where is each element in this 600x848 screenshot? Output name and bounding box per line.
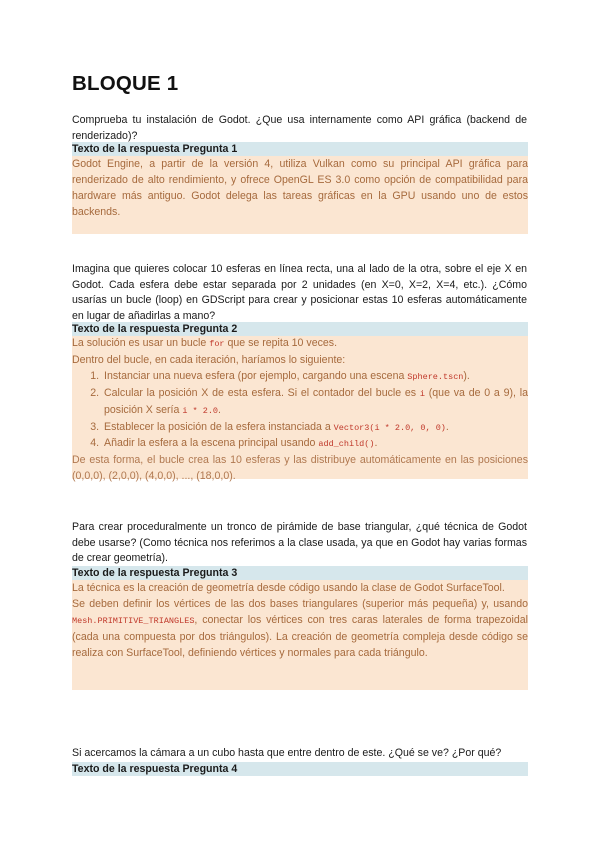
question-3-text: Para crear proceduralmente un tronco de pirámide de base triangular, ¿qué técnica de Godot debe usarse? (Como técnica nos referimos a la clase usada, ya que en Godot hay varias formas de crear geometría). [72, 521, 527, 564]
answer-1-text: Godot Engine, a partir de la versión 4, utiliza Vulkan como su principal API gráfica para renderizado de alto rendimiento, y ofrece OpenGL ES 3.0 como opción de compatibilidad para hardware más antiguo. Godot delega las tareas gráficas en la GPU usando uno de estos backends. [72, 158, 528, 218]
answer-1-label: Texto de la respuesta Pregunta 1 [72, 142, 528, 156]
answer-4-label: Texto de la respuesta Pregunta 4 [72, 762, 528, 776]
section-heading: BLOQUE 1 [72, 72, 179, 95]
answer-2-step-3: 3. Establecer la posición de la esfera instanciada a Vector3(i * 2.0, 0, 0). [102, 420, 528, 437]
code-for: for [209, 339, 225, 349]
answer-2-step-2: 2. Calcular la posición X de esta esfera. Si el contador del bucle es i (que va de 0 a 9), la posición X sería i * 2.0. [102, 386, 528, 420]
answer-2-intro: La solución es usar un bucle for que se repita 10 veces. [72, 337, 338, 349]
answer-2-outro: De esta forma, el bucle crea las 10 esferas y las distribuye automáticamente en las posiciones (0,0,0), (2,0,0), (4,0,0), ..., (18,0,0). [72, 454, 528, 483]
answer-1-box[interactable] [72, 156, 528, 234]
answer-2-step-4: 4. Añadir la esfera a la escena principal usando add_child(). [102, 436, 528, 453]
question-4-text: Si acercamos la cámara a un cubo hasta que entre dentro de este. ¿Qué se ve? ¿Por qué? [72, 747, 502, 759]
question-2-text: Imagina que quieres colocar 10 esferas en línea recta, una al lado de la otra, sobre el eje X en Godot. Cada esfera debe estar separada por 2 unidades (en X=0, X=2, X=4, etc.). ¿Cómo usarías un bucle (loop) en GDScript para crear y posicionar estas 10 esferas automáticamente en lugar de añadirlas a mano? [72, 263, 527, 322]
answer-2-loop-line: Dentro del bucle, en cada iteración, haríamos lo siguiente: [72, 353, 346, 366]
answer-3-paragraph-1: La técnica es la creación de geometría desde código usando la clase de Godot SurfaceTool. [72, 582, 505, 594]
answer-3-paragraph-2: Se deben definir los vértices de las dos bases triangulares (superior más pequeña) y, usando Mesh.PRIMITIVE_TRIANGLES, conectar los vértices con tres caras laterales de forma trapezoidal (cada una compuesta por dos triángulos). La creación de geometría compleja desde código se realiza con SurfaceTool, definiendo vértices y normales para cada triángulo. [72, 597, 528, 659]
answer-2-step-1: 1. Instanciar una nueva esfera (por ejemplo, cargando una escena Sphere.tscn). [102, 369, 528, 386]
answer-2-box[interactable] [72, 336, 528, 483]
answer-2-label: Texto de la respuesta Pregunta 2 [72, 322, 528, 336]
question-1-text: Comprueba tu instalación de Godot. ¿Que usa internamente como API gráfica (backend de renderizado)? [72, 114, 527, 142]
answer-3-box[interactable] [72, 580, 528, 690]
answer-3-label: Texto de la respuesta Pregunta 3 [72, 566, 528, 580]
code-primitive-triangles: Mesh.PRIMITIVE_TRIANGLES [72, 615, 195, 626]
answer-2-steps [72, 369, 528, 454]
